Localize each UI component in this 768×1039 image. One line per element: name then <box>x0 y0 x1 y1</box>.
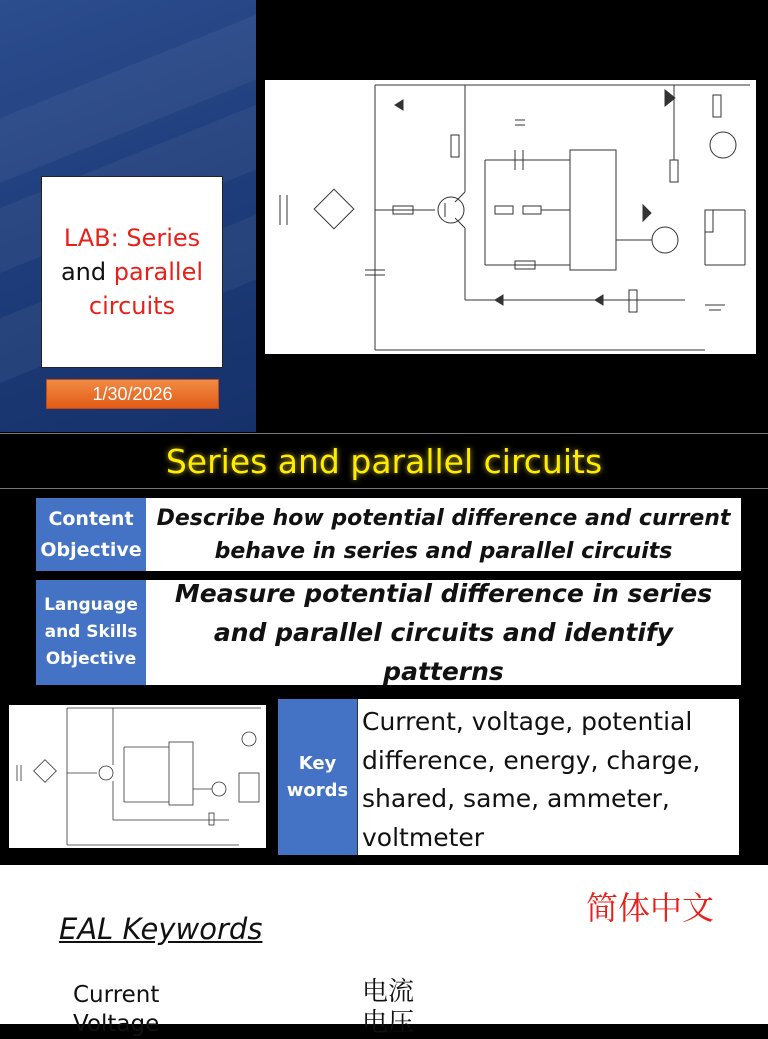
eal-keywords-title: EAL Keywords <box>59 912 263 946</box>
language-objective-row <box>36 580 741 685</box>
circuit-diagram-thumbnail <box>9 705 266 848</box>
title-parallel: parallel <box>113 258 204 286</box>
translation-list <box>362 977 414 1039</box>
title-and: and <box>60 258 107 286</box>
key-words-box <box>278 699 739 855</box>
keyword-item: Current <box>73 982 160 1008</box>
translation-item: 电压 <box>362 1008 415 1038</box>
circuit-diagram-icon <box>265 80 756 354</box>
date-badge: 1/30/2026 <box>46 379 219 409</box>
content-objective-text: Describe how potential difference and current behave in series and parallel circuits <box>156 505 731 564</box>
translation-item: 电流 <box>362 977 415 1007</box>
slide-title <box>41 176 223 368</box>
keyword-list <box>73 981 159 1039</box>
key-words-text: Current, voltage, potential difference, energy, charge, shared, same, ammeter, voltmeter <box>362 707 701 852</box>
section-banner <box>0 433 768 489</box>
key-words-label: Key words <box>278 699 358 855</box>
simplified-chinese-heading: 简体中文 <box>586 889 715 927</box>
language-objective-label: Language and Skills Objective <box>36 580 146 685</box>
title-line-3: circuits <box>88 292 176 320</box>
keyword-item: Voltage <box>73 1011 160 1037</box>
title-line-1: LAB: Series <box>63 224 201 252</box>
content-objective-row <box>36 498 741 571</box>
banner-title: Series and parallel circuits <box>165 441 603 481</box>
language-objective-text: Measure potential difference in series and parallel circuits and identify patterns <box>174 579 713 686</box>
content-objective-label: Content Objective <box>36 498 146 571</box>
eal-keywords-page <box>0 865 768 1038</box>
